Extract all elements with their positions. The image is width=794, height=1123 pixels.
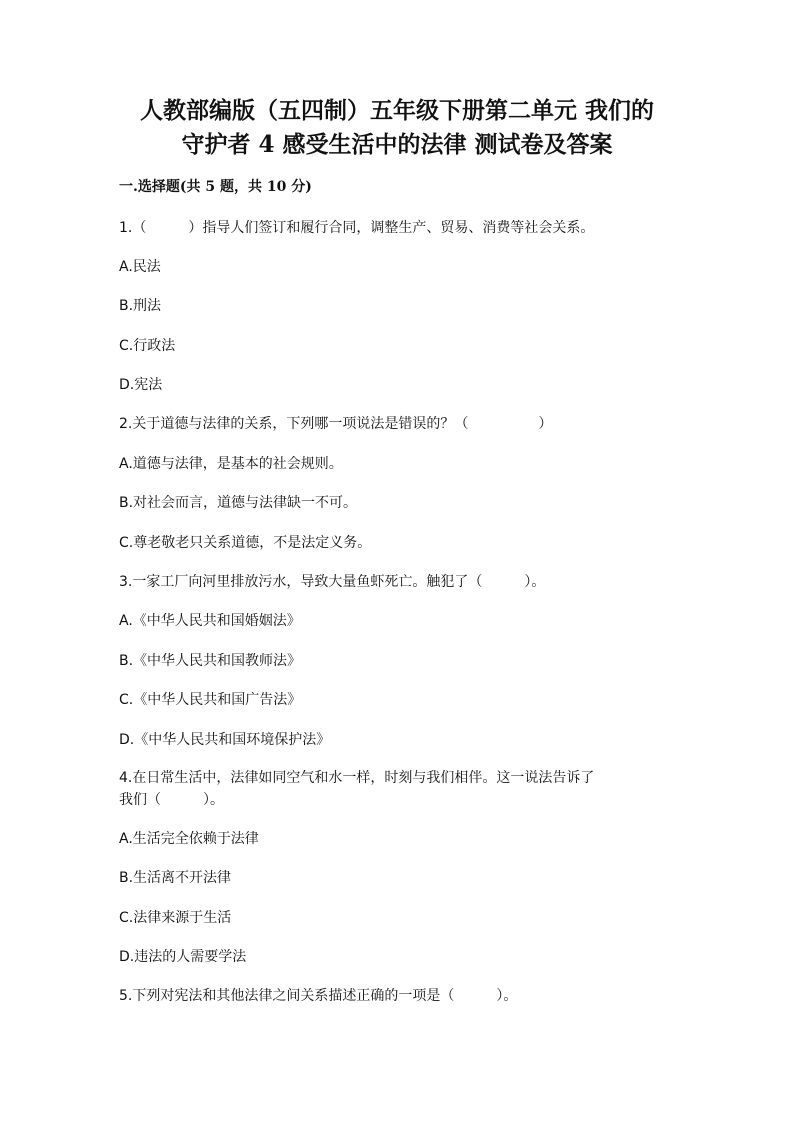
question-1-option-b: B.刑法	[119, 298, 162, 314]
question-5-stem: 5.下列对宪法和其他法律之间关系描述正确的一项是（ ）。	[119, 988, 518, 1004]
question-3-option-b: B.《中华人民共和国教师法》	[119, 653, 302, 669]
question-2-option-c: C.尊老敬老只关系道德，不是法定义务。	[119, 535, 372, 551]
question-1-option-d: D.宪法	[119, 377, 163, 393]
question-4-option-b: B.生活离不开法律	[119, 870, 232, 886]
document-title-line-1: 人教部编版（五四制）五年级下册第二单元 我们的	[139, 97, 654, 124]
question-4-option-a: A.生活完全依赖于法律	[119, 831, 259, 847]
question-2-option-b: B.对社会而言，道德与法律缺一不可。	[119, 495, 358, 511]
document-title-line-2: 守护者 4 感受生活中的法律 测试卷及答案	[181, 131, 613, 158]
question-4-stem-line-2: 我们（ ）。	[119, 792, 224, 808]
question-4-stem-line-1: 4.在日常生活中，法律如同空气和水一样，时刻与我们相伴。这一说法告诉了	[119, 770, 595, 786]
question-4-option-c: C.法律来源于生活	[119, 910, 232, 926]
question-3-option-a: A.《中华人民共和国婚姻法》	[119, 613, 301, 629]
question-2-option-a: A.道德与法律，是基本的社会规则。	[119, 456, 343, 472]
question-3-option-d: D.《中华人民共和国环境保护法》	[119, 732, 331, 748]
section-heading: 一.选择题(共 5 题，共 10 分)	[119, 179, 312, 195]
question-3-stem: 3.一家工厂向河里排放污水，导致大量鱼虾死亡。触犯了（ ）。	[119, 574, 546, 590]
question-3-option-c: C.《中华人民共和国广告法》	[119, 692, 302, 708]
question-4-option-d: D.违法的人需要学法	[119, 949, 247, 965]
question-1-option-a: A.民法	[119, 259, 161, 275]
question-2-stem: 2.关于道德与法律的关系，下列哪一项说法是错误的？（ ）	[119, 416, 553, 432]
question-1-stem: 1.（ ）指导人们签订和履行合同，调整生产、贸易、消费等社会关系。	[119, 220, 595, 236]
question-1-option-c: C.行政法	[119, 338, 176, 354]
